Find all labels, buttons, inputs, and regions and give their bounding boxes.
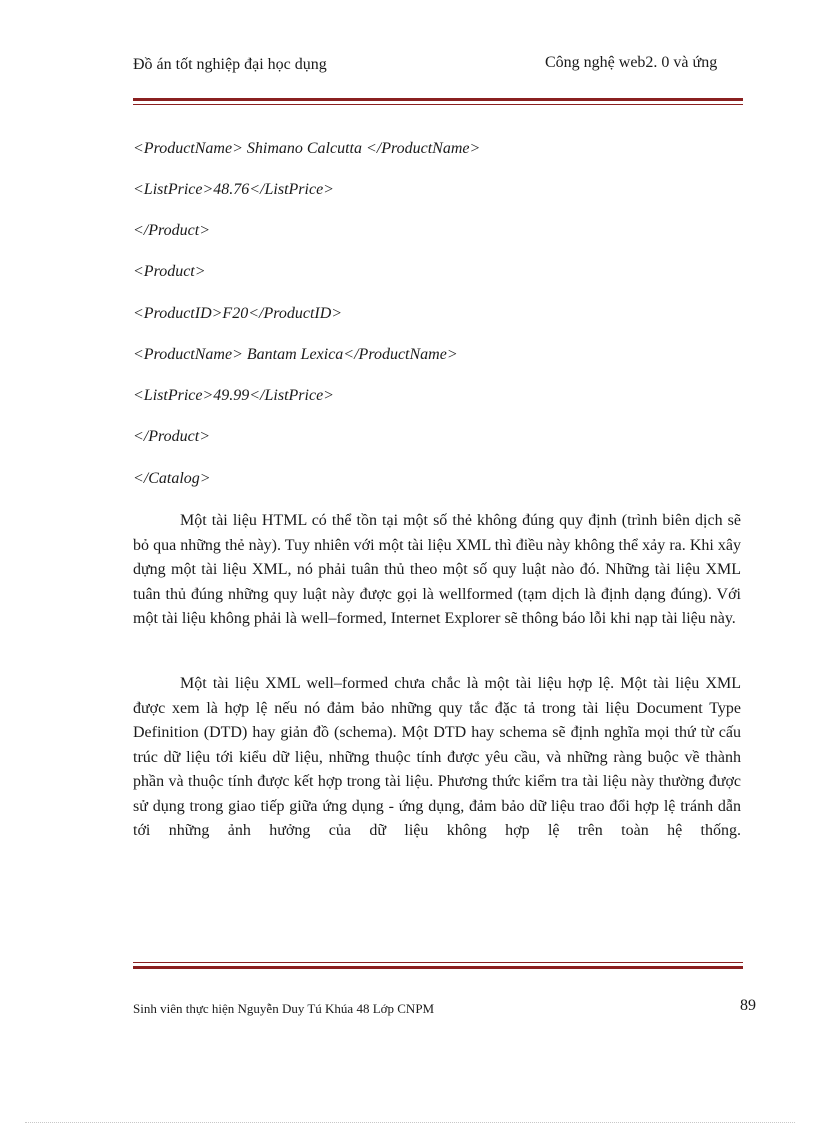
footer-rule-thick (133, 966, 743, 969)
header-right-title: Công nghệ web2. 0 và ứng (545, 54, 718, 71)
code-line: </Catalog> (133, 470, 211, 487)
body-paragraph-validity: Một tài liệu XML well–formed chưa chắc là một tài liệu hợp lệ. Một tài liệu XML được xem là hợp lệ nếu nó đảm bảo những quy tắc đặc tả trong tài liệu Document Type Definition (DTD) hay giản đồ (schema). Một DTD hay schema sẽ định nghĩa mọi thứ từ cấu trúc dữ liệu tới kiểu dữ liệu, những thuộc tính được yêu cầu, và những ràng buộc về thành phần và thuộc tính được kết hợp trong tài liệu. Phương thức kiểm tra tài liệu này thường được sử dụng trong giao tiếp giữa ứng dụng - ứng dụng, đảm bảo dữ liệu trao đổi hợp lệ tránh dẫn tới những ảnh hưởng của dữ liệu không hợp lệ trên toàn hệ thống. (133, 675, 741, 839)
code-line: <ProductID>F20</ProductID> (133, 305, 343, 322)
code-line: </Product> (133, 428, 210, 445)
footer-rule-thin (133, 962, 743, 963)
header-left-title: Đồ án tốt nghiệp đại học dụng (133, 56, 327, 73)
page-number: 89 (740, 997, 756, 1014)
body-paragraph-well-formed: Một tài liệu HTML có thể tồn tại một số thẻ không đúng quy định (trình biên dịch sẽ bỏ qua những thẻ này). Tuy nhiên với một tài liệu XML thì điều này không thể xảy ra. Khi xây dựng một tài liệu XML, nó phải tuân thủ theo một số quy luật nào đó. Những tài liệu XML tuân thủ đúng những quy luật này được gọi là wellformed (tạm dịch là định dạng đúng). Với một tài liệu không phải là well–formed, Internet Explorer sẽ thông báo lỗi khi nạp tài liệu này. (133, 512, 741, 627)
code-line: <ListPrice>49.99</ListPrice> (133, 387, 334, 404)
header-rule-thin (133, 104, 743, 105)
footer-author: Sinh viên thực hiện Nguyễn Duy Tú Khúa 48 Lớp CNPM (133, 1001, 435, 1016)
code-line: </Product> (133, 222, 210, 239)
code-line: <ProductName> Shimano Calcutta </ProductName> (133, 140, 481, 157)
code-line: <Product> (133, 263, 206, 280)
code-line: <ListPrice>48.76</ListPrice> (133, 181, 334, 198)
code-line: <ProductName> Bantam Lexica</ProductName> (133, 346, 458, 363)
header-rule-thick (133, 98, 743, 101)
